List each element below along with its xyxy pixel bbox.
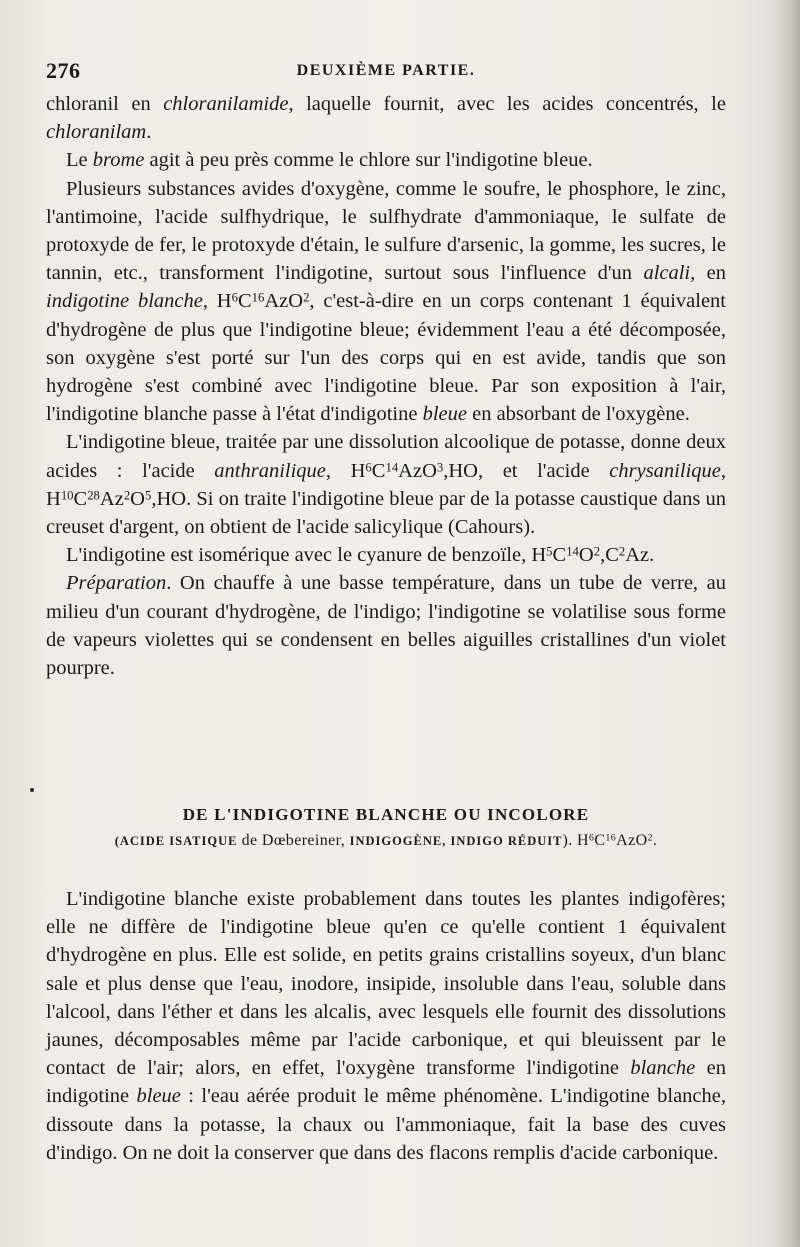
margin-mark: [30, 788, 34, 792]
section-title: DE L'INDIGOTINE BLANCHE OU INCOLORE: [182, 805, 590, 824]
subtitle-part: INDIGOGÈNE, INDIGO RÉDUIT: [349, 834, 563, 848]
subtitle-part: ).: [562, 832, 577, 849]
subtitle-part: de Dœbereiner,: [241, 832, 350, 849]
page-header: [46, 58, 726, 90]
subtitle-formula: $H^6C^{16}AzO^2$.: [577, 832, 658, 849]
running-head: DEUXIÈME PARTIE.: [296, 62, 476, 79]
subtitle-part: (ACIDE ISATIQUE: [114, 834, 242, 848]
paragraph: L'indigotine bleue, traitée par une dissolution alcoolique de potasse, donne deux acides : l'acide anthranilique, $H^6C^{14}AzO^3,HO$, et l'acide chrysanilique, $H^{10}C^{28}Az^2O^5,HO$. Si on traite l'indigotine bleue par de la potasse caustique dans un creuset d'argent, on obtient de l'acide salicylique (Cahours).: [46, 431, 726, 539]
paragraph: Plusieurs substances avides d'oxygène, comme le soufre, le phosphore, le zinc, l'antimoine, l'acide sulfhydrique, le sulfhydrate d'ammoniaque, le sulfate de protoxyde de fer, le protoxyde d'étain, le sulfure d'arsenic, la gomme, les sucres, le tannin, etc., transforment l'indigotine, surtout sous l'influence d'un alcali, en indigotine blanche, $H^6C^{16}AzO^2$, c'est-à-dire en un corps contenant 1 équivalent d'hydrogène de plus que l'indigotine bleue; évidemment l'eau a été décomposée, son oxygène s'est porté sur l'un des corps qui en est avide, tandis que son hydrogène s'est combiné avec l'indigotine bleue. Par son exposition à l'air, l'indigotine blanche passe à l'état d'indigotine bleue en absorbant de l'oxygène.: [46, 177, 726, 426]
page-number: 276: [46, 58, 81, 83]
paragraph: L'indigotine est isomérique avec le cyanure de benzoïle, $H^5C^{14}O^2,C^2Az$.: [66, 544, 655, 567]
paragraph: Préparation. On chauffe à une basse température, dans un tube de verre, au milieu d'un courant d'hydrogène, de l'indigo; l'indigotine se volatilise sous forme de vapeurs violettes qui se condensent en belles aiguilles cristallines d'un violet pourpre.: [46, 572, 726, 680]
paragraph: chloranil en chloranilamide, laquelle fournit, avec les acides concentrés, le chloranilam.: [46, 93, 726, 144]
body-text-top: [46, 90, 726, 682]
paragraph: Le brome agit à peu près comme le chlore sur l'indigotine bleue.: [66, 149, 593, 172]
page-gutter-shadow: [774, 0, 800, 1247]
section-subtitle: [46, 832, 726, 850]
body-text-bottom: [46, 885, 726, 1167]
paragraph: L'indigotine blanche existe probablement dans toutes les plantes indigofères; elle ne diffère de l'indigotine bleue qu'en ce qu'elle contient 1 équivalent d'hydrogène en plus. Elle est solide, en petits grains cristallins soyeux, d'un blanc sale et plus dense que l'eau, inodore, insipide, insoluble dans l'eau, soluble dans l'alcool, dans l'éther et dans les alcalis, avec lesquels elle fournit des dissolutions jaunes, décomposables même par l'acide carbonique, et qui bleuissent par le contact de l'air; alors, en effet, l'oxygène transforme l'indigotine blanche en indigotine bleue : l'eau aérée produit le même phénomène. L'indigotine blanche, dissoute dans la potasse, la chaux ou l'ammoniaque, fait la base des cuves d'indigo. On ne doit la conserver que dans des flacons remplis d'acide carbonique.: [46, 888, 726, 1164]
